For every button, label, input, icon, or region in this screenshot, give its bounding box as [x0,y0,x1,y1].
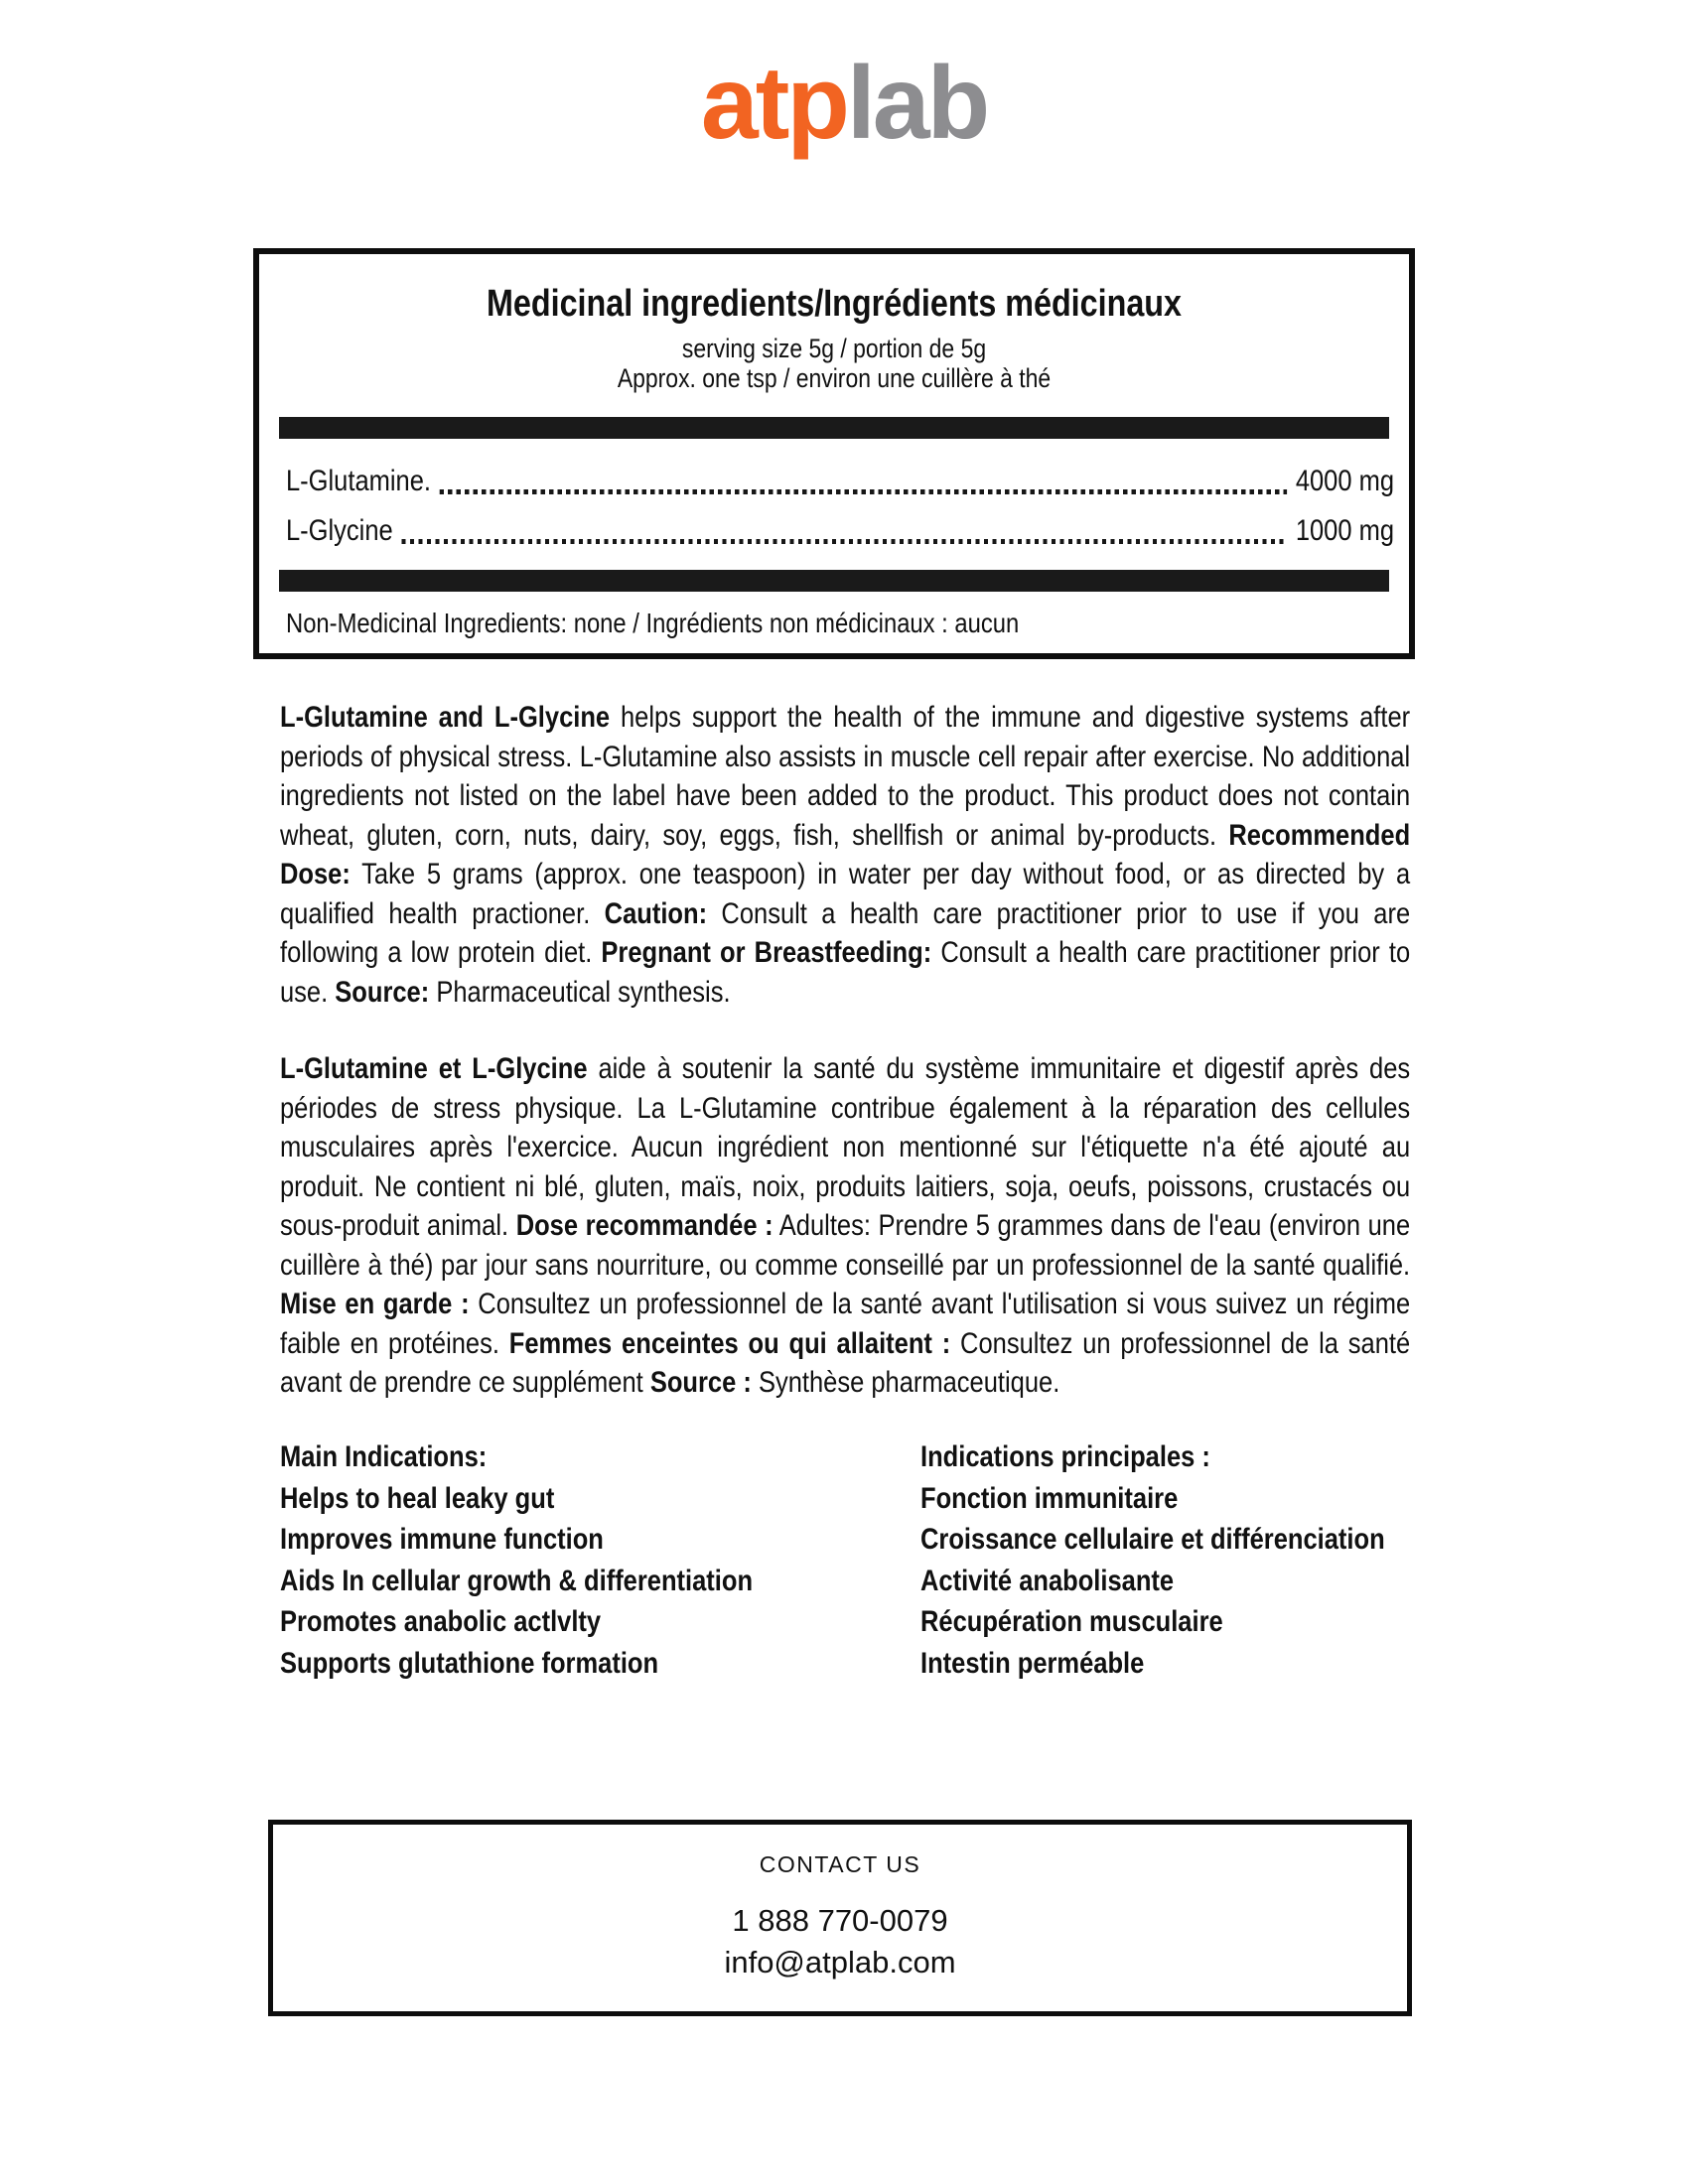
text-segment: Consultez un professionnel de la santé avant l'utilisation si vous suivez un régime faible en protéines. [280,1288,1411,1360]
indication-item: Helps to heal leaky gut [280,1481,555,1515]
indication-item: Récupération musculaire [920,1605,1223,1638]
text-segment: Recommended Dose: [280,818,1411,890]
text-segment: aide à soutenir la santé du système immunitaire et digestif après des périodes de stress physique. La L-Glutamine contribue également à la réparation des cellules musculaires après l'exercice. Aucun ingrédient non mentionné sur l'étiquette n'a été ajouté au produit. Ne contient ni blé, gluten, maïs, noix, produits laitiers, soja, oeufs, poissons, crustacés ou sous-produit animal. [280,1052,1411,1242]
text-segment: Synthèse pharmaceutique. [751,1366,1060,1399]
serving-size-block [259,334,1409,393]
text-segment: helps support the health of the immune and digestive systems after periods of physical stress. L-Glutamine also assists in muscle cell repair after exercise. No additional ingredients not listed on the label have been added to the product. This product does not contain wheat, gluten, corn, nuts, dairy, soy, eggs, fish, shellfish or animal by-products. [280,701,1411,852]
text-segment: L-Glutamine and L-Glycine [280,701,611,734]
medicinal-ingredients-panel [253,248,1415,659]
contact-phone: 1 888 770-0079 [732,1903,948,1938]
ingredient-row-glutamine [286,457,1394,506]
indication-item: Croissance cellulaire et différenciation [920,1523,1385,1556]
ingredient-name: L-Glutamine. [286,465,431,497]
text-segment: Mise en garde : [280,1288,470,1320]
indication-item: Intestin perméable [920,1646,1145,1680]
description-paragraph-english [280,698,1410,1012]
logo-lab-text: lab [846,46,988,161]
indication-item: Promotes anabolic actlvlty [280,1605,602,1638]
divider-bar-top [279,417,1389,439]
text-segment: Pregnant or Breastfeeding: [601,936,932,969]
non-medicinal-line: Non-Medicinal Ingredients: none / Ingrédients non médicinaux : aucun [286,608,1020,638]
main-indications-french [920,1436,1511,1684]
text-segment: Dose recommandée : [515,1209,774,1242]
dotted-leader [439,489,1287,494]
contact-email: info@atplab.com [724,1945,956,1979]
text-segment: L-Glutamine et L-Glycine [280,1052,588,1085]
logo-atp-text: atp [700,46,847,161]
indication-item: Aids In cellular growth & differentiation [280,1564,754,1597]
panel-title: Medicinal ingredients/Ingrédients médicinaux [486,283,1182,325]
text-segment: Femmes enceintes ou qui allaitent : [508,1326,951,1360]
indications-heading-fr: Indications principales : [920,1440,1210,1473]
ingredient-row-glycine [286,506,1394,556]
contact-heading: CONTACT US [759,1851,921,1877]
ingredient-rows [286,457,1394,556]
contact-panel [268,1820,1412,2016]
ingredient-name: L-Glycine [286,514,393,547]
text-segment: Caution: [604,896,708,930]
text-segment: Adultes: Prendre 5 grammes dans de l'eau (environ une cuillère à thé) par jour sans nourriture, ou comme conseillé par un professionnel de la santé qualifié. [280,1209,1411,1282]
indication-item: Activité anabolisante [920,1564,1175,1597]
divider-bar-bottom [279,570,1389,592]
text-segment: Source: [335,975,430,1009]
serving-size-line2: Approx. one tsp / environ une cuillère à thé [617,363,1052,393]
text-segment: Consult a health care practitioner prior to use if you are following a low protein diet. [280,896,1411,969]
brand-logo [0,46,1688,161]
text-segment: Consultez un professionnel de la santé avant de prendre ce supplément [280,1326,1411,1399]
description-paragraph-french [280,1049,1410,1403]
text-segment: Pharmaceutical synthesis. [429,975,731,1009]
text-segment: Consult a health care practitioner prior to use. [280,936,1411,1009]
ingredient-amount: 1000 mg [1295,514,1395,547]
indications-heading-en: Main Indications: [280,1440,488,1473]
main-indications-english [280,1436,871,1684]
serving-size-line1: serving size 5g / portion de 5g [681,334,987,363]
indication-item: Fonction immunitaire [920,1481,1179,1515]
dotted-leader [401,539,1287,544]
indication-item: Improves immune function [280,1523,604,1556]
text-segment: Source : [649,1366,752,1399]
text-segment: Take 5 grams (approx. one teaspoon) in water per day without food, or as directed by a qualified health practioner. [280,858,1411,930]
indication-item: Supports glutathione formation [280,1646,659,1680]
ingredient-amount: 4000 mg [1295,465,1395,497]
